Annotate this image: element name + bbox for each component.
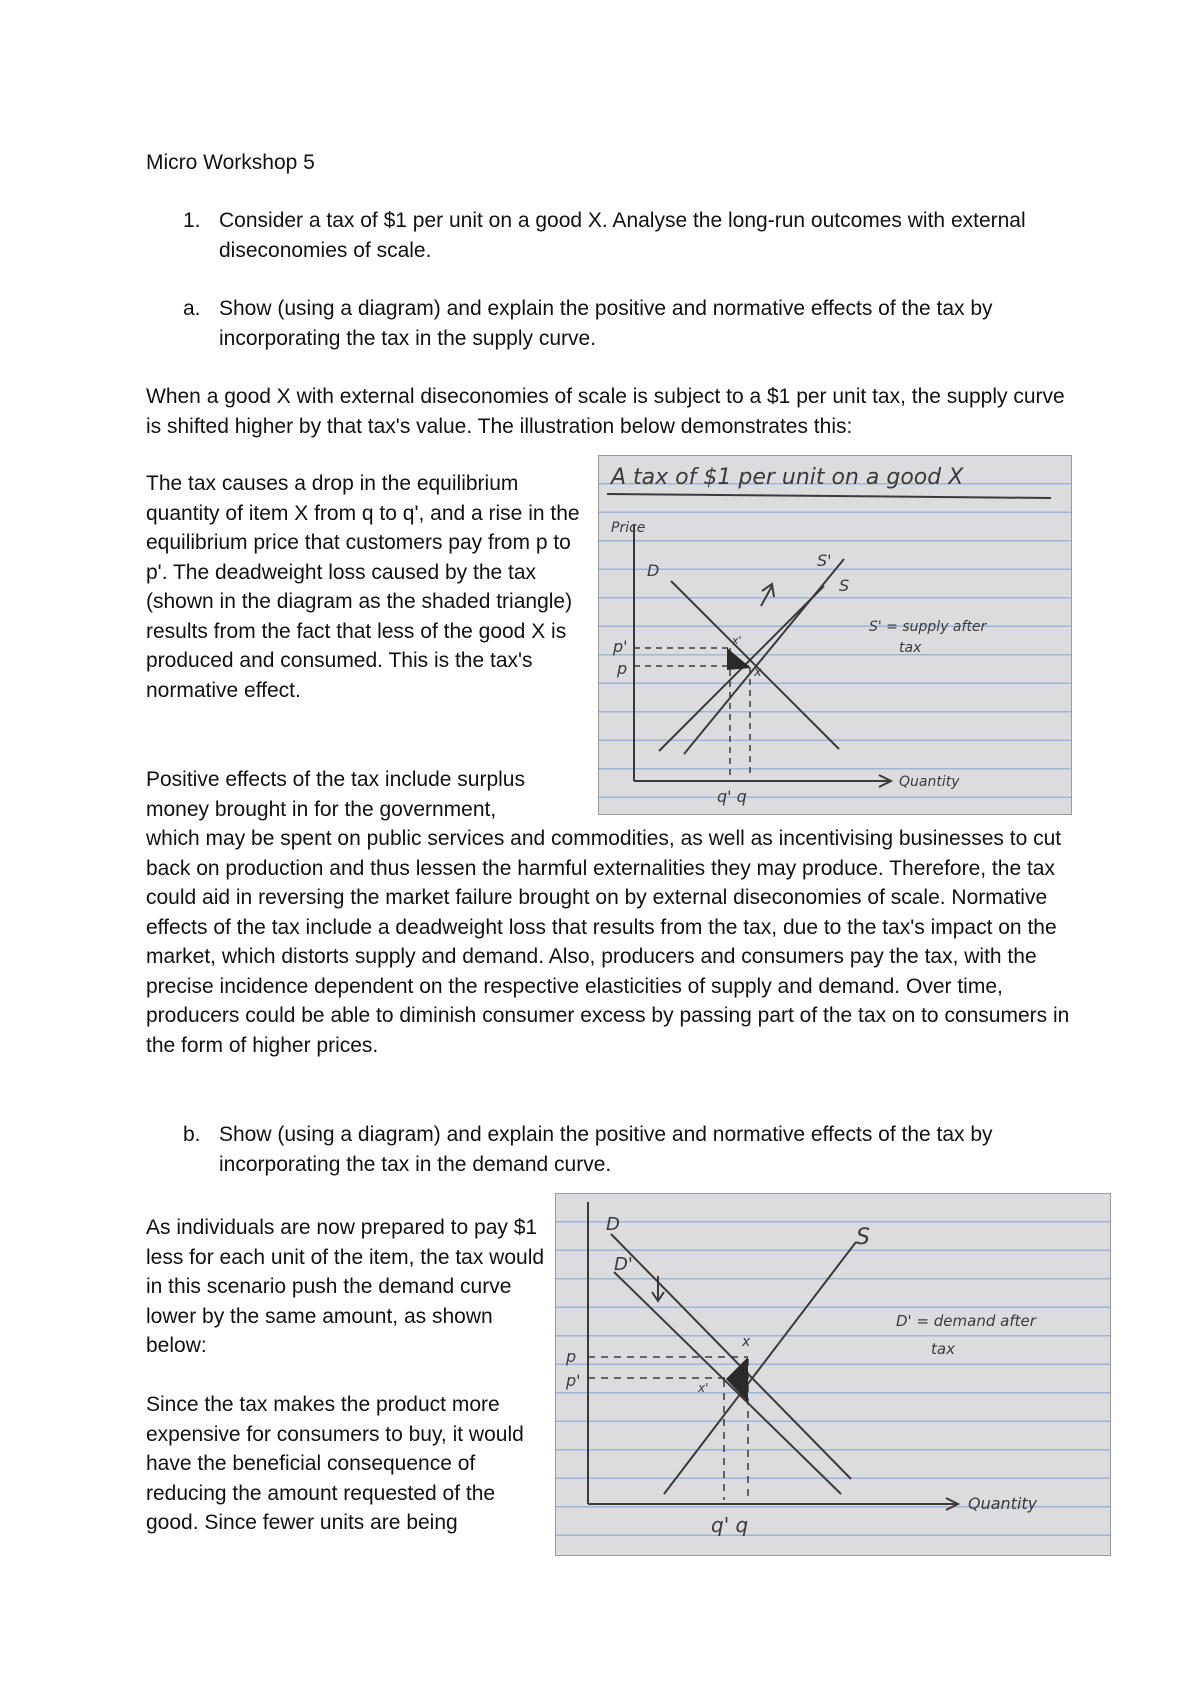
page-title: Micro Workshop 5 (146, 151, 315, 174)
diagram-b-photo (555, 1193, 1111, 1556)
paragraph-b-effects: Since the tax makes the product more expensive for consumers to buy, it would have the beneficial consequence of reducing the amount requested of the good. Since fewer units are being (146, 1393, 524, 1534)
point-old-label: x (742, 1334, 751, 1350)
paragraph-a-positive-side: Positive effects of the tax include surplus money brought in for the government, (146, 768, 525, 821)
qty-labels: q' q (717, 787, 747, 806)
note-line-1: D' = demand after (896, 1312, 1036, 1330)
diagram-b-sketch (556, 1194, 1110, 1555)
note-line-1: S' = supply after (869, 619, 987, 635)
price-new-label: p' (566, 1371, 581, 1390)
deadweight-triangle (727, 648, 751, 670)
qty-labels: q' q (711, 1513, 749, 1537)
intro-paragraph-a: When a good X with external diseconomies of scale is subject to a $1 per unit tax, the supply curve is shifted higher by that tax's value. The illustration below demonstrates this: (146, 385, 1065, 438)
point-old-label: x (754, 665, 762, 680)
question-1-text: Consider a tax of $1 per unit on a good X. Analyse the long-run outcomes with external diseconomies of scale. (219, 209, 1026, 262)
demand-label: D (606, 1214, 620, 1235)
point-new-label: x' (698, 1381, 709, 1395)
price-old-label: p (566, 1347, 577, 1366)
paragraph-a-positive-rest: which may be spent on public services and commodities, as well as incentivising businesses to cut back on production and thus lessen the harmful externalities they may produce. Therefore, the tax could aid in reversing the market failure brought on by external diseconomies of scale. Normative effects of the tax include a deadweight loss that results from the tax, due to the tax's impact on the market, which distorts supply and demand. Also, producers and consumers pay the tax, with the precise incidence dependent on the respective elasticities of supply and demand. Over time, producers could be able to diminish consumer excess by passing part of the tax on to consumers in the form of higher prices. (146, 827, 1070, 1057)
note-line-2: tax (931, 1340, 955, 1358)
demand-after-label: D' (614, 1254, 633, 1275)
demand-label: D (647, 561, 660, 580)
diagram-a-photo (598, 455, 1072, 815)
quantity-label: Quantity (899, 774, 960, 790)
diagram-a-sketch (599, 456, 1071, 814)
question-1-number: 1. (183, 209, 201, 232)
question-a-letter: a. (183, 297, 201, 320)
title-underline (607, 494, 1051, 498)
price-new-label: p' (613, 637, 628, 656)
supply-label: S (856, 1225, 870, 1250)
supply-after-line (684, 559, 844, 754)
point-new-label: x' (732, 634, 742, 647)
supply-line (664, 1242, 856, 1494)
price-old-label: p (617, 659, 628, 678)
paragraph-a-deadweight: The tax causes a drop in the equilibrium quantity of item X from q to q', and a rise in the equilibrium price that customers pay from p to p'. The deadweight loss caused by the tax (shown in the diagram as the shaded triangle) results from the fact that less of the good X is produced and consumed. This is the tax's normative effect. (146, 472, 580, 702)
quantity-label: Quantity (968, 1494, 1038, 1513)
note-line-2: tax (899, 640, 922, 656)
diagram-a-title: A tax of $1 per unit on a good X (611, 465, 964, 490)
paragraph-b-intro: As individuals are now prepared to pay $1 less for each unit of the item, the tax would in this scenario push the demand curve lower by the same amount, as shown below: (146, 1216, 545, 1357)
question-b-letter: b. (183, 1123, 201, 1146)
question-a-text: Show (using a diagram) and explain the positive and normative effects of the tax by incorporating the tax in the supply curve. (219, 297, 993, 350)
supply-label: S (839, 576, 850, 595)
supply-after-label: S' (817, 551, 832, 570)
question-b-text: Show (using a diagram) and explain the positive and normative effects of the tax by incorporating the tax in the demand curve. (219, 1123, 993, 1176)
price-label: Price (611, 520, 646, 536)
